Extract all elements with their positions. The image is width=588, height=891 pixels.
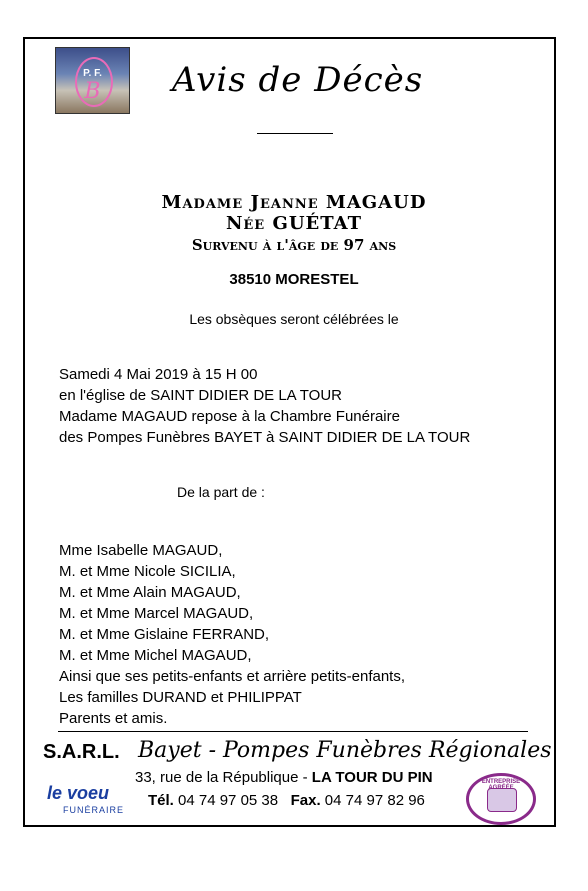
voeu-funeraire-logo	[45, 783, 127, 821]
fax-number: 04 74 97 82 96	[320, 792, 425, 809]
logo-b-text: B	[84, 79, 101, 104]
ceremony-line: en l'église de SAINT DIDIER DE LA TOUR	[59, 387, 342, 404]
ceremony-line: des Pompes Funèbres BAYET à SAINT DIDIER DE LA TOUR	[59, 429, 471, 446]
pf-bayet-logo	[55, 47, 130, 114]
voeu-logo-subtext: FUNÉRAIRE	[63, 805, 125, 815]
family-line: M. et Mme Nicole SICILIA,	[59, 563, 236, 580]
family-list	[59, 540, 405, 729]
footer-sarl: S.A.R.L.	[43, 741, 120, 763]
footer-address	[135, 769, 433, 786]
family-line: Ainsi que ses petits-enfants et arrière petits-enfants,	[59, 668, 406, 685]
family-intro: De la part de :	[177, 484, 265, 500]
deceased-city: 38510 MORESTEL	[229, 271, 359, 288]
family-line: M. et Mme Michel MAGAUD,	[59, 647, 252, 664]
deceased-name: Madame Jeanne MAGAUD	[161, 192, 427, 213]
approved-company-seal	[466, 773, 536, 825]
family-line: Parents et amis.	[59, 710, 168, 727]
voeu-logo-text: le voeu	[47, 783, 110, 803]
ceremony-intro: Les obsèques seront célébrées le	[189, 311, 399, 327]
notice-title: Avis de Décès	[172, 60, 424, 100]
seal-label: ENTREPRISE	[481, 779, 521, 785]
family-line: M. et Mme Alain MAGAUD,	[59, 584, 241, 601]
footer-company-name: Bayet - Pompes Funèbres Régionales	[138, 738, 552, 763]
family-line: M. et Mme Gislaine FERRAND,	[59, 626, 270, 643]
footer-contact	[148, 792, 425, 809]
ceremony-line: Madame MAGAUD repose à la Chambre Funéraire	[59, 408, 400, 425]
footer-divider	[58, 731, 528, 732]
family-line: Mme Isabelle MAGAUD,	[59, 542, 223, 559]
deceased-maiden-name: Née GUÉTAT	[225, 213, 363, 234]
family-line: M. et Mme Marcel MAGAUD,	[59, 605, 254, 622]
address-street: 33, rue de la République -	[135, 769, 312, 786]
ceremony-details	[59, 364, 470, 448]
seal-emblem	[487, 788, 517, 812]
tel-label: Tél.	[148, 792, 174, 809]
family-line: Les familles DURAND et PHILIPPAT	[59, 689, 302, 706]
ceremony-line: Samedi 4 Mai 2019 à 15 H 00	[59, 366, 258, 383]
title-divider	[257, 133, 333, 134]
fax-label: Fax.	[290, 792, 321, 809]
deceased-age: Survenu à l'âge de 97 ans	[191, 236, 397, 254]
logo-pf-text: P. F.	[83, 68, 102, 79]
tel-number: 04 74 97 05 38	[173, 792, 291, 809]
address-city: LA TOUR DU PIN	[311, 769, 433, 786]
